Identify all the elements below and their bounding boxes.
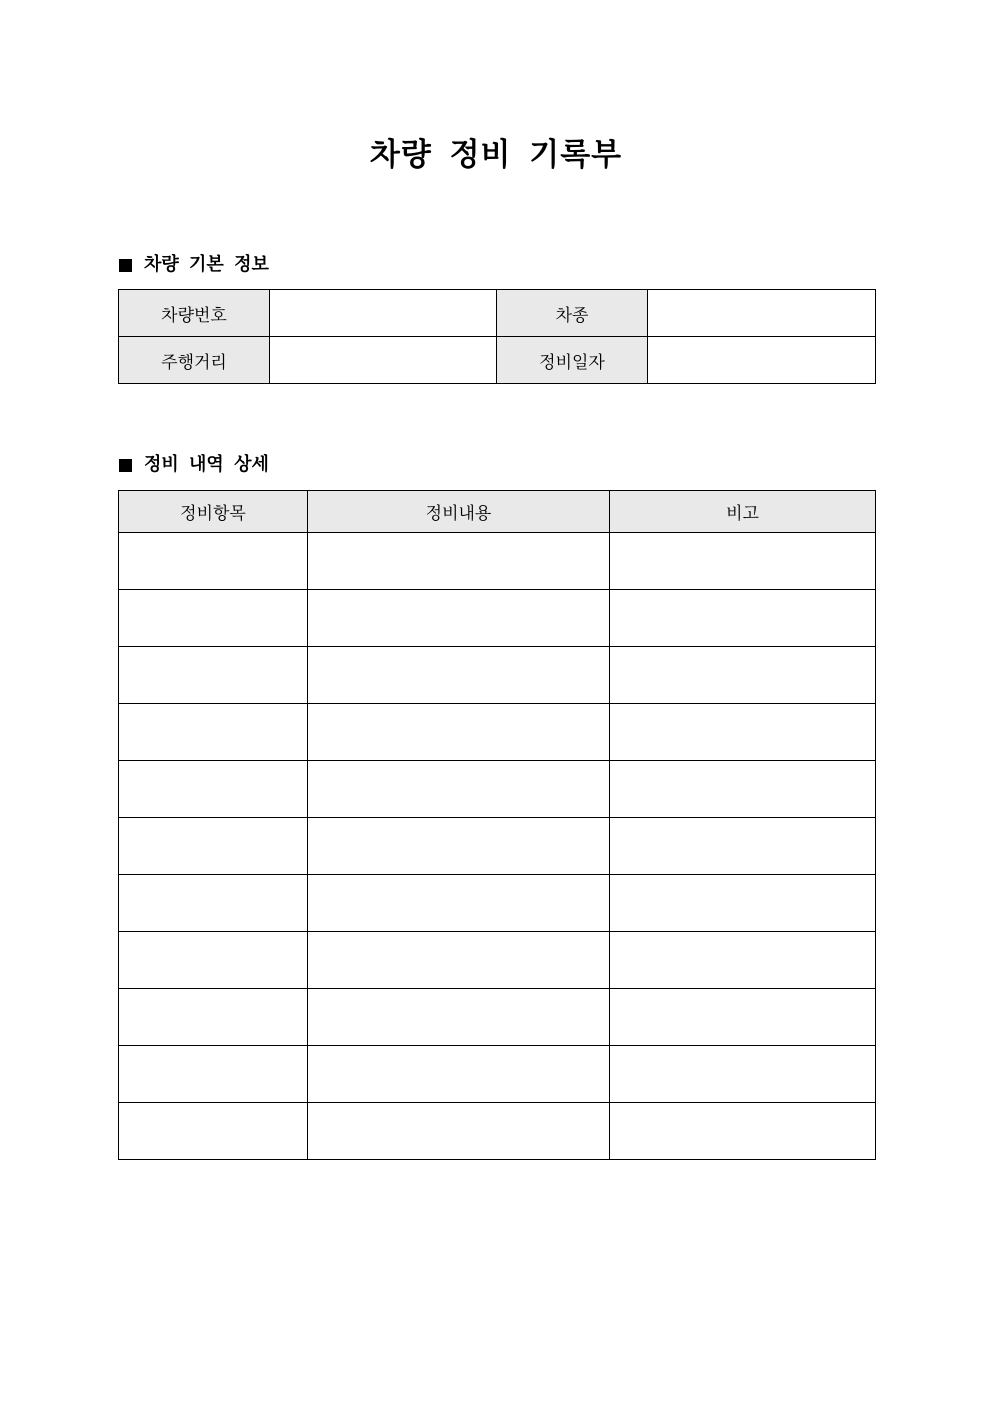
remarks-cell[interactable]: [610, 989, 876, 1046]
remarks-cell[interactable]: [610, 590, 876, 647]
remarks-cell[interactable]: [610, 704, 876, 761]
content-cell[interactable]: [308, 932, 610, 989]
square-bullet-icon: [119, 459, 132, 472]
maintenance-date-field[interactable]: [648, 337, 876, 384]
content-cell[interactable]: [308, 1103, 610, 1160]
table-row: [119, 818, 876, 875]
column-header-remarks: 비고: [610, 491, 876, 533]
item-cell[interactable]: [119, 761, 308, 818]
column-header-item: 정비항목: [119, 491, 308, 533]
table-row: [119, 875, 876, 932]
maintenance-date-label: 정비일자: [497, 337, 648, 384]
content-cell[interactable]: [308, 818, 610, 875]
table-row: [119, 989, 876, 1046]
remarks-cell[interactable]: [610, 1103, 876, 1160]
page-title: 차량 정비 기록부: [369, 137, 623, 173]
table-row: [119, 761, 876, 818]
item-cell[interactable]: [119, 818, 308, 875]
table-row: [119, 337, 876, 384]
table-row: [119, 647, 876, 704]
item-cell[interactable]: [119, 875, 308, 932]
maintenance-detail-rows: [119, 533, 876, 1160]
item-cell[interactable]: [119, 1046, 308, 1103]
item-cell[interactable]: [119, 989, 308, 1046]
content-cell[interactable]: [308, 533, 610, 590]
table-row: [119, 1046, 876, 1103]
table-row: [119, 932, 876, 989]
remarks-cell[interactable]: [610, 1046, 876, 1103]
item-cell[interactable]: [119, 647, 308, 704]
content-cell[interactable]: [308, 761, 610, 818]
remarks-cell[interactable]: [610, 875, 876, 932]
content-cell[interactable]: [308, 647, 610, 704]
section-heading-label: 정비 내역 상세: [144, 454, 269, 475]
basic-info-table: [118, 289, 876, 384]
mileage-label: 주행거리: [119, 337, 270, 384]
vehicle-number-field[interactable]: [270, 290, 497, 337]
remarks-cell[interactable]: [610, 647, 876, 704]
remarks-cell[interactable]: [610, 818, 876, 875]
item-cell[interactable]: [119, 533, 308, 590]
square-bullet-icon: [119, 259, 132, 272]
table-header-row: [119, 491, 876, 533]
content-cell[interactable]: [308, 1046, 610, 1103]
content-cell[interactable]: [308, 704, 610, 761]
section-heading-label: 차량 기본 정보: [144, 254, 269, 275]
content-cell[interactable]: [308, 590, 610, 647]
vehicle-type-field[interactable]: [648, 290, 876, 337]
section-heading-basic-info: [119, 252, 269, 278]
remarks-cell[interactable]: [610, 761, 876, 818]
vehicle-type-label: 차종: [497, 290, 648, 337]
item-cell[interactable]: [119, 704, 308, 761]
section-heading-maintenance-detail: [119, 452, 269, 478]
item-cell[interactable]: [119, 590, 308, 647]
table-row: [119, 1103, 876, 1160]
mileage-field[interactable]: [270, 337, 497, 384]
maintenance-detail-table: [118, 490, 876, 1160]
item-cell[interactable]: [119, 1103, 308, 1160]
content-cell[interactable]: [308, 875, 610, 932]
table-row: [119, 704, 876, 761]
content-cell[interactable]: [308, 989, 610, 1046]
table-row: [119, 290, 876, 337]
item-cell[interactable]: [119, 932, 308, 989]
column-header-content: 정비내용: [308, 491, 610, 533]
table-row: [119, 590, 876, 647]
remarks-cell[interactable]: [610, 932, 876, 989]
remarks-cell[interactable]: [610, 533, 876, 590]
vehicle-number-label: 차량번호: [119, 290, 270, 337]
table-row: [119, 533, 876, 590]
